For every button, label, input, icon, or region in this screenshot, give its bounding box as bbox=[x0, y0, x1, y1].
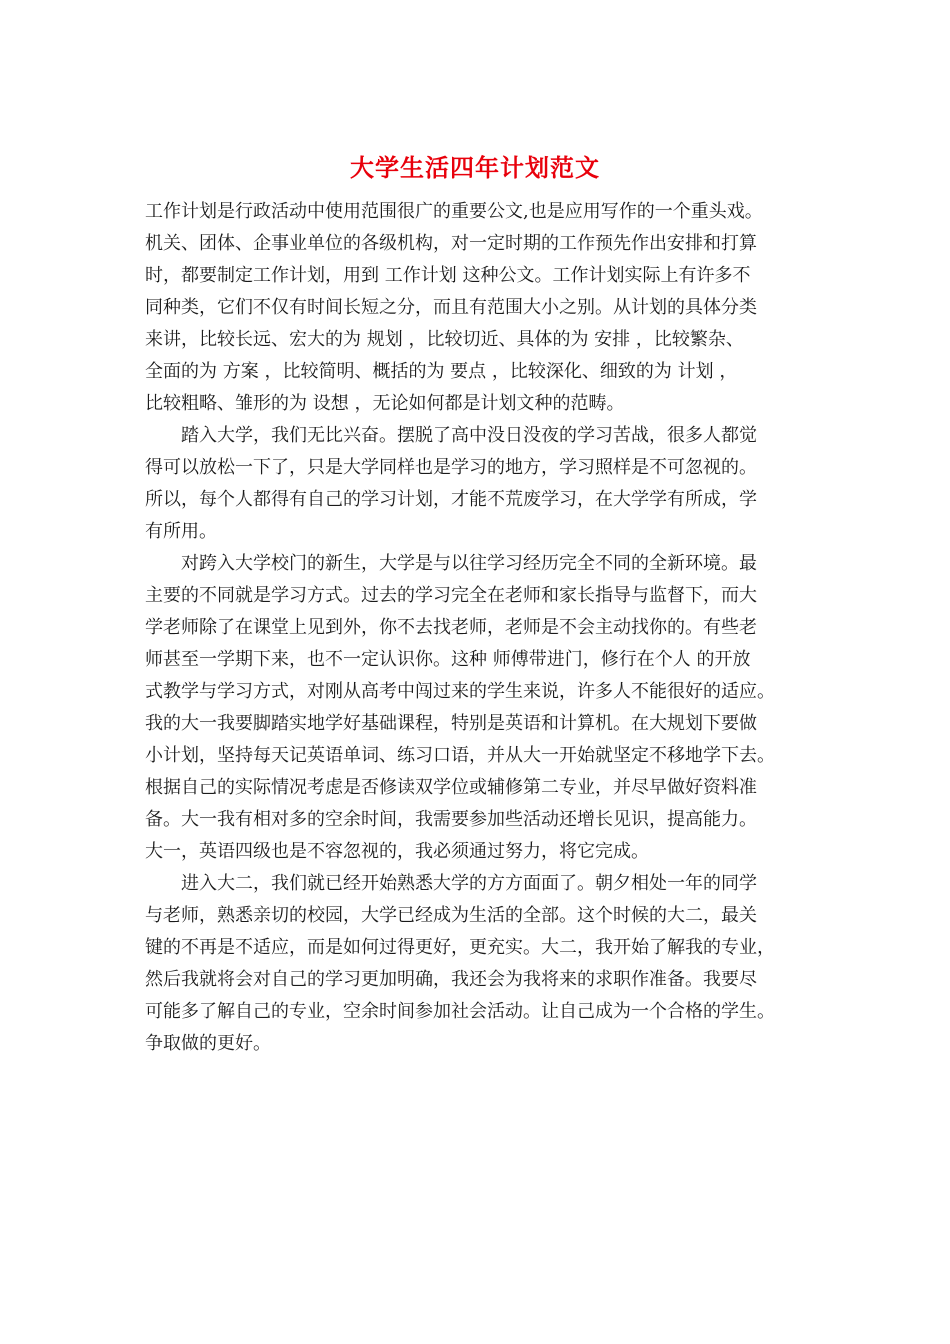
paragraph-line: 主要的不同就是学习方式。过去的学习完全在老师和家长指导与监督下，而大 bbox=[145, 585, 757, 606]
paragraph-line: 可能多了解自己的专业，空余时间参加社会活动。让自己成为一个合格的学生。 bbox=[145, 1001, 775, 1022]
paragraph-line: 有所用。 bbox=[145, 521, 217, 542]
paragraph-line: 机关、团体、企事业单位的各级机构，对一定时期的工作预先作出安排和打算 bbox=[145, 233, 757, 254]
paragraph-line: 时，都要制定工作计划，用到 工作计划 这种公文。工作计划实际上有许多不 bbox=[145, 265, 751, 286]
paragraph-line: 得可以放松一下了，只是大学同样也是学习的地方，学习照样是不可忽视的。 bbox=[145, 457, 757, 478]
paragraph-line: 同种类，它们不仅有时间长短之分，而且有范围大小之别。从计划的具体分类 bbox=[145, 297, 757, 318]
paragraph-line: 踏入大学，我们无比兴奋。摆脱了高中没日没夜的学习苦战，很多人都觉 bbox=[181, 425, 757, 446]
paragraph-line: 式教学与学习方式，对刚从高考中闯过来的学生来说，许多人不能很好的适应。 bbox=[145, 681, 775, 702]
paragraph bbox=[145, 868, 805, 1060]
paragraph-line: 工作计划是行政活动中使用范围很广的重要公文,也是应用写作的一个重头戏。 bbox=[145, 201, 763, 222]
paragraph-line: 学老师除了在课堂上见到外，你不去找老师，老师是不会主动找你的。有些老 bbox=[145, 617, 757, 638]
paragraph bbox=[145, 196, 805, 420]
paragraph-line: 来讲，比较长远、宏大的为 规划 ，比较切近、具体的为 安排 ，比较繁杂、 bbox=[145, 329, 744, 350]
paragraph-line: 与老师，熟悉亲切的校园，大学已经成为生活的全部。这个时候的大二，最关 bbox=[145, 905, 757, 926]
paragraph-line: 对跨入大学校门的新生，大学是与以往学习经历完全不同的全新环境。最 bbox=[181, 553, 757, 574]
paragraph-line: 备。大一我有相对多的空余时间，我需要参加些活动还增长见识，提高能力。 bbox=[145, 809, 757, 830]
document-title: 大学生活四年计划范文 bbox=[350, 153, 600, 182]
paragraph bbox=[145, 420, 805, 548]
paragraph-line: 所以，每个人都得有自己的学习计划，才能不荒废学习，在大学学有所成，学 bbox=[145, 489, 757, 510]
paragraph-line: 我的大一我要脚踏实地学好基础课程，特别是英语和计算机。在大规划下要做 bbox=[145, 713, 757, 734]
paragraph-line: 师甚至一学期下来，也不一定认识你。这种 师傅带进门，修行在个人 的开放 bbox=[145, 649, 751, 670]
paragraph-line: 全面的为 方案 ，比较简明、概括的为 要点 ，比较深化、细致的为 计划 ， bbox=[145, 361, 738, 382]
document-body bbox=[145, 196, 805, 1060]
paragraph-line: 争取做的更好。 bbox=[145, 1033, 271, 1054]
paragraph-line: 然后我就将会对自己的学习更加明确，我还会为我将来的求职作准备。我要尽 bbox=[145, 969, 757, 990]
paragraph-line: 比较粗略、雏形的为 设想 ，无论如何都是计划文种的范畴。 bbox=[145, 393, 625, 414]
paragraph-line: 小计划，坚持每天记英语单词、练习口语，并从大一开始就坚定不移地学下去。 bbox=[145, 745, 775, 766]
paragraph-line: 大一，英语四级也是不容忽视的，我必须通过努力，将它完成。 bbox=[145, 841, 649, 862]
paragraph-line: 进入大二，我们就已经开始熟悉大学的方方面面了。朝夕相处一年的同学 bbox=[181, 873, 757, 894]
paragraph-line: 根据自己的实际情况考虑是否修读双学位或辅修第二专业，并尽早做好资料准 bbox=[145, 777, 757, 798]
paragraph bbox=[145, 548, 805, 868]
paragraph-line: 键的不再是不适应，而是如何过得更好，更充实。大二，我开始了解我的专业， bbox=[145, 937, 775, 958]
